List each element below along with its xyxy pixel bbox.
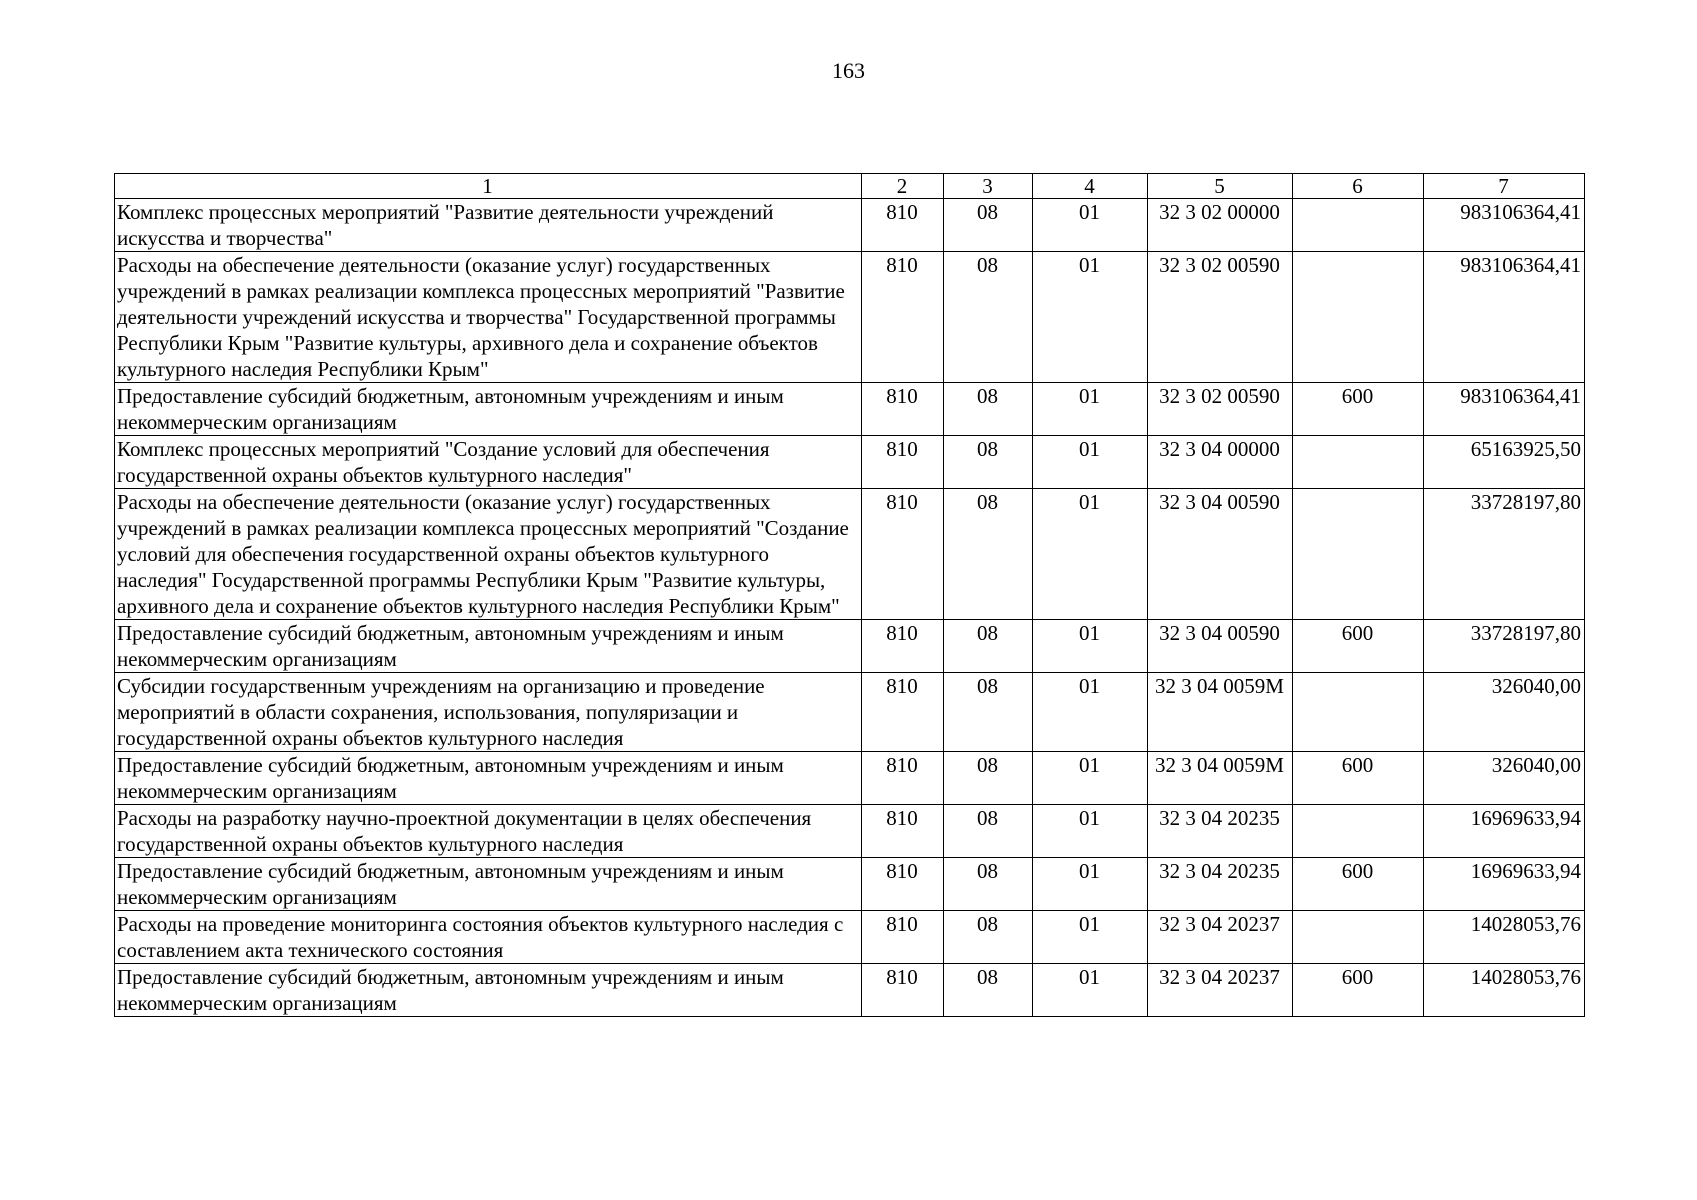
- column-header: 1: [115, 174, 862, 199]
- section-code-cell: 08: [944, 199, 1033, 252]
- column-header: 6: [1293, 174, 1424, 199]
- subsection-code-cell: 01: [1033, 964, 1148, 1017]
- expense-type-cell: 600: [1293, 858, 1424, 911]
- target-article-cell: 32 3 04 0059M: [1148, 673, 1293, 752]
- ministry-code-cell: 810: [862, 911, 944, 964]
- expense-name-cell: Комплекс процессных мероприятий "Создание условий для обеспечения государственной охраны объектов культурного наследия": [115, 436, 862, 489]
- expense-type-cell: 600: [1293, 752, 1424, 805]
- expense-name-cell: Предоставление субсидий бюджетным, автономным учреждениям и иным некоммерческим организациям: [115, 383, 862, 436]
- ministry-code-cell: 810: [862, 383, 944, 436]
- ministry-code-cell: 810: [862, 964, 944, 1017]
- expense-name-cell: Предоставление субсидий бюджетным, автономным учреждениям и иным некоммерческим организациям: [115, 620, 862, 673]
- subsection-code-cell: 01: [1033, 252, 1148, 383]
- column-header: 7: [1424, 174, 1585, 199]
- expense-type-cell: [1293, 911, 1424, 964]
- amount-cell: 14028053,76: [1424, 911, 1585, 964]
- amount-cell: 14028053,76: [1424, 964, 1585, 1017]
- target-article-cell: 32 3 04 00000: [1148, 436, 1293, 489]
- target-article-cell: 32 3 04 0059M: [1148, 752, 1293, 805]
- section-code-cell: 08: [944, 383, 1033, 436]
- table-row: [115, 964, 1585, 1017]
- column-header: 3: [944, 174, 1033, 199]
- section-code-cell: 08: [944, 252, 1033, 383]
- section-code-cell: 08: [944, 489, 1033, 620]
- amount-cell: 65163925,50: [1424, 436, 1585, 489]
- ministry-code-cell: 810: [862, 489, 944, 620]
- subsection-code-cell: 01: [1033, 199, 1148, 252]
- column-header: 2: [862, 174, 944, 199]
- subsection-code-cell: 01: [1033, 752, 1148, 805]
- section-code-cell: 08: [944, 805, 1033, 858]
- expense-type-cell: [1293, 252, 1424, 383]
- table-row: [115, 252, 1585, 383]
- section-code-cell: 08: [944, 620, 1033, 673]
- ministry-code-cell: 810: [862, 252, 944, 383]
- table-header-row: [115, 174, 1585, 199]
- expense-name-cell: Субсидии государственным учреждениям на организацию и проведение мероприятий в области сохранения, использования, популяризации и государственной охраны объектов культурного наследия: [115, 673, 862, 752]
- ministry-code-cell: 810: [862, 199, 944, 252]
- subsection-code-cell: 01: [1033, 805, 1148, 858]
- ministry-code-cell: 810: [862, 673, 944, 752]
- subsection-code-cell: 01: [1033, 620, 1148, 673]
- ministry-code-cell: 810: [862, 752, 944, 805]
- expense-name-cell: Расходы на проведение мониторинга состояния объектов культурного наследия с составлением акта технического состояния: [115, 911, 862, 964]
- budget-table: [114, 173, 1585, 1017]
- expense-type-cell: [1293, 489, 1424, 620]
- subsection-code-cell: 01: [1033, 383, 1148, 436]
- target-article-cell: 32 3 02 00000: [1148, 199, 1293, 252]
- amount-cell: 983106364,41: [1424, 252, 1585, 383]
- target-article-cell: 32 3 04 20237: [1148, 964, 1293, 1017]
- table-row: [115, 752, 1585, 805]
- section-code-cell: 08: [944, 752, 1033, 805]
- expense-name-cell: Комплекс процессных мероприятий "Развитие деятельности учреждений искусства и творчества": [115, 199, 862, 252]
- expense-type-cell: 600: [1293, 383, 1424, 436]
- amount-cell: 983106364,41: [1424, 199, 1585, 252]
- target-article-cell: 32 3 04 00590: [1148, 620, 1293, 673]
- table-row: [115, 911, 1585, 964]
- expense-name-cell: Расходы на разработку научно-проектной документации в целях обеспечения государственной охраны объектов культурного наследия: [115, 805, 862, 858]
- table-row: [115, 858, 1585, 911]
- amount-cell: 16969633,94: [1424, 805, 1585, 858]
- subsection-code-cell: 01: [1033, 489, 1148, 620]
- section-code-cell: 08: [944, 673, 1033, 752]
- table-row: [115, 805, 1585, 858]
- table-body: [115, 199, 1585, 1017]
- expense-type-cell: [1293, 436, 1424, 489]
- table-row: [115, 673, 1585, 752]
- ministry-code-cell: 810: [862, 620, 944, 673]
- subsection-code-cell: 01: [1033, 436, 1148, 489]
- table-row: [115, 489, 1585, 620]
- target-article-cell: 32 3 04 20235: [1148, 805, 1293, 858]
- ministry-code-cell: 810: [862, 436, 944, 489]
- expense-type-cell: [1293, 673, 1424, 752]
- table-row: [115, 199, 1585, 252]
- subsection-code-cell: 01: [1033, 911, 1148, 964]
- table-row: [115, 436, 1585, 489]
- ministry-code-cell: 810: [862, 858, 944, 911]
- expense-type-cell: [1293, 805, 1424, 858]
- expense-type-cell: 600: [1293, 620, 1424, 673]
- page-number: 163: [832, 58, 865, 83]
- expense-name-cell: Предоставление субсидий бюджетным, автономным учреждениям и иным некоммерческим организациям: [115, 858, 862, 911]
- amount-cell: 33728197,80: [1424, 620, 1585, 673]
- table-row: [115, 620, 1585, 673]
- subsection-code-cell: 01: [1033, 858, 1148, 911]
- amount-cell: 33728197,80: [1424, 489, 1585, 620]
- section-code-cell: 08: [944, 858, 1033, 911]
- column-header: 4: [1033, 174, 1148, 199]
- expense-name-cell: Предоставление субсидий бюджетным, автономным учреждениям и иным некоммерческим организациям: [115, 752, 862, 805]
- amount-cell: 16969633,94: [1424, 858, 1585, 911]
- expense-type-cell: 600: [1293, 964, 1424, 1017]
- section-code-cell: 08: [944, 436, 1033, 489]
- amount-cell: 983106364,41: [1424, 383, 1585, 436]
- expense-type-cell: [1293, 199, 1424, 252]
- table-row: [115, 383, 1585, 436]
- expense-name-cell: Предоставление субсидий бюджетным, автономным учреждениям и иным некоммерческим организациям: [115, 964, 862, 1017]
- target-article-cell: 32 3 02 00590: [1148, 252, 1293, 383]
- amount-cell: 326040,00: [1424, 752, 1585, 805]
- target-article-cell: 32 3 04 20237: [1148, 911, 1293, 964]
- amount-cell: 326040,00: [1424, 673, 1585, 752]
- section-code-cell: 08: [944, 964, 1033, 1017]
- expense-name-cell: Расходы на обеспечение деятельности (оказание услуг) государственных учреждений в рамках реализации комплекса процессных мероприятий "Развитие деятельности учреждений искусства и творчества" Государственной программы Республики Крым "Развитие культуры, архивного дела и сохранение объектов культурного наследия Республики Крым": [115, 252, 862, 383]
- target-article-cell: 32 3 04 00590: [1148, 489, 1293, 620]
- ministry-code-cell: 810: [862, 805, 944, 858]
- target-article-cell: 32 3 04 20235: [1148, 858, 1293, 911]
- target-article-cell: 32 3 02 00590: [1148, 383, 1293, 436]
- expense-name-cell: Расходы на обеспечение деятельности (оказание услуг) государственных учреждений в рамках реализации комплекса процессных мероприятий "Создание условий для обеспечения государственной охраны объектов культурного наследия" Государственной программы Республики Крым "Развитие культуры, архивного дела и сохранение объектов культурного наследия Республики Крым": [115, 489, 862, 620]
- column-header: 5: [1148, 174, 1293, 199]
- subsection-code-cell: 01: [1033, 673, 1148, 752]
- section-code-cell: 08: [944, 911, 1033, 964]
